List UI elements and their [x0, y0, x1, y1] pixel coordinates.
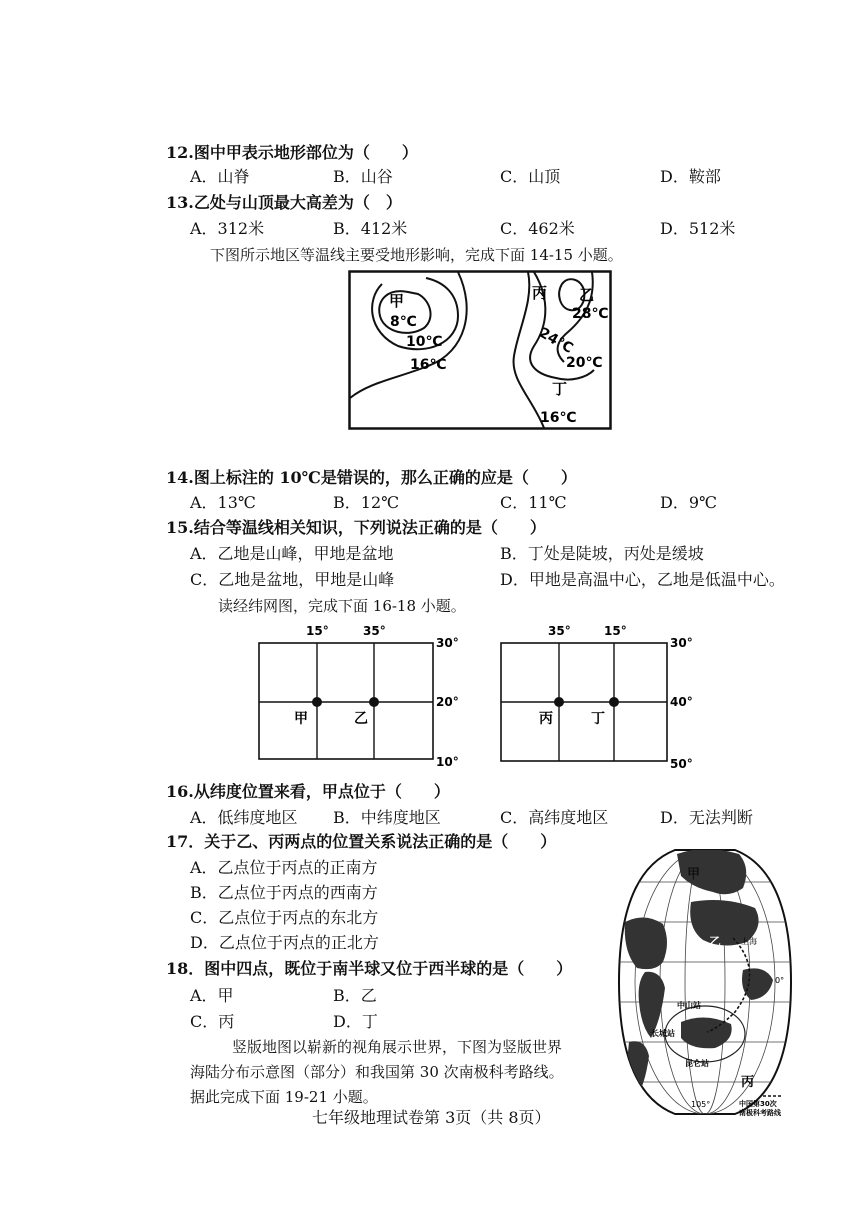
label-jia: 甲 — [389, 292, 405, 310]
q18-stem: 18．图中四点，既位于南半球又位于西半球的是（ ） — [166, 959, 573, 978]
point-yi — [369, 697, 379, 707]
temp-24: 24℃ — [536, 324, 576, 357]
page-footer: 七年级地理试卷第 3页（共 8页） — [312, 1108, 551, 1127]
q16-option-a: A．低纬度地区 — [190, 808, 298, 827]
legend-line-1: 中国第30次 — [739, 1100, 777, 1108]
q17-option-d: D．乙点位于丙点的正北方 — [190, 933, 379, 952]
q14-stem: 14.图上标注的 10℃是错误的，那么正确的应是（ ） — [166, 468, 577, 487]
q13-stem: 13.乙处与山顶最大高差为（ ） — [166, 193, 402, 212]
temp-10: 10℃ — [406, 334, 443, 350]
q17-option-b: B．乙点位于丙点的西南方 — [190, 883, 378, 902]
lat-10: 10° — [436, 755, 459, 769]
q15-option-b: B．丁处是陡坡，丙处是缓坡 — [500, 544, 704, 563]
q14-option-b: B．12℃ — [333, 493, 400, 512]
q17-option-a: A．乙点位于丙点的正南方 — [190, 858, 378, 877]
q12-stem: 12.图中甲表示地形部位为（ ） — [166, 143, 418, 162]
q12-option-a: A．山脊 — [190, 167, 250, 186]
q13-option-a: A．312米 — [190, 219, 265, 238]
q15-stem: 15.结合等温线相关知识，下列说法正确的是（ ） — [166, 518, 546, 537]
lat-30: 30° — [670, 636, 693, 650]
q12-option-d: D．鞍部 — [660, 167, 721, 186]
intro-14-15: 下图所示地区等温线主要受地形影响，完成下面 14-15 小题。 — [210, 246, 623, 264]
place-kunlun: 昆仑站 — [685, 1059, 709, 1068]
point-jia — [312, 697, 322, 707]
q18-option-b: B．乙 — [333, 986, 377, 1005]
lon-35: 35° — [548, 624, 571, 638]
lon-35: 35° — [363, 624, 386, 638]
q18-option-a: A．甲 — [190, 986, 234, 1005]
lat-lon-grid-right — [492, 620, 707, 772]
temp-8: 8℃ — [390, 314, 417, 330]
label-bing: 丙 — [741, 1075, 755, 1090]
lon-15: 15° — [306, 624, 329, 638]
q16-stem: 16.从纬度位置来看，甲点位于（ ） — [166, 782, 450, 801]
temp-20: 20℃ — [566, 355, 603, 371]
q14-option-c: C．11℃ — [500, 493, 567, 512]
label-jia: 甲 — [687, 867, 701, 882]
q18-option-d: D．丁 — [333, 1012, 378, 1031]
lat-20: 20° — [436, 695, 459, 709]
q18-option-c: C．丙 — [190, 1012, 235, 1031]
lon-15: 15° — [604, 624, 627, 638]
temp-16-right: 16℃ — [540, 410, 577, 426]
point-ding — [609, 697, 619, 707]
q14-option-a: A．13℃ — [190, 493, 256, 512]
q13-option-b: B．412米 — [333, 219, 408, 238]
temp-16-left: 16℃ — [410, 357, 447, 373]
label-yi: 乙 — [579, 286, 595, 304]
q12-option-b: B．山谷 — [333, 167, 393, 186]
q13-option-d: D．512米 — [660, 219, 736, 238]
temp-28: 28℃ — [572, 306, 609, 322]
place-changcheng: 长城站 — [651, 1029, 675, 1038]
intro-19-21-line-1: 竖版地图以崭新的视角展示世界，下图为竖版世界 — [232, 1038, 563, 1056]
lat-30: 30° — [436, 636, 459, 650]
lat-40: 40° — [670, 695, 693, 709]
q16-option-d: D．无法判断 — [660, 808, 753, 827]
q16-option-c: C．高纬度地区 — [500, 808, 609, 827]
lon-0: 0° — [775, 976, 785, 985]
intro-19-21-line-2: 海陆分布示意图（部分）和我国第 30 次南极科考路线。 — [190, 1063, 564, 1081]
intro-19-21-line-3: 据此完成下面 19-21 小题。 — [190, 1088, 378, 1106]
label-bing: 丙 — [539, 711, 553, 727]
q13-option-c: C．462米 — [500, 219, 575, 238]
vertical-world-map — [615, 842, 795, 1122]
q12-option-c: C．山顶 — [500, 167, 561, 186]
label-jia: 甲 — [294, 711, 308, 727]
q14-option-d: D．9℃ — [660, 493, 717, 512]
place-shanghai: 上海 — [741, 937, 757, 946]
q15-option-a: A．乙地是山峰，甲地是盆地 — [190, 544, 394, 563]
label-yi: 乙 — [709, 935, 722, 949]
point-bing — [554, 697, 564, 707]
q16-option-b: B．中纬度地区 — [333, 808, 441, 827]
lat-50: 50° — [670, 757, 693, 771]
q15-option-d: D．甲地是高温中心，乙地是低温中心。 — [500, 570, 785, 589]
isotherm-map — [348, 270, 612, 430]
place-zhongshan: 中山站 — [677, 1001, 701, 1010]
q17-option-c: C．乙点位于丙点的东北方 — [190, 908, 379, 927]
label-ding: 丁 — [552, 380, 568, 398]
label-bing: 丙 — [532, 284, 548, 302]
lon-105: 105° — [691, 1100, 711, 1109]
intro-16-18: 读经纬网图，完成下面 16-18 小题。 — [218, 597, 466, 615]
label-ding: 丁 — [591, 711, 605, 727]
legend-line-2: 南极科考路线 — [739, 1109, 781, 1117]
lat-lon-grid-left — [250, 620, 465, 770]
label-yi: 乙 — [354, 711, 368, 727]
q17-stem: 17．关于乙、丙两点的位置关系说法正确的是（ ） — [166, 832, 557, 851]
q15-option-c: C．乙地是盆地，甲地是山峰 — [190, 570, 395, 589]
